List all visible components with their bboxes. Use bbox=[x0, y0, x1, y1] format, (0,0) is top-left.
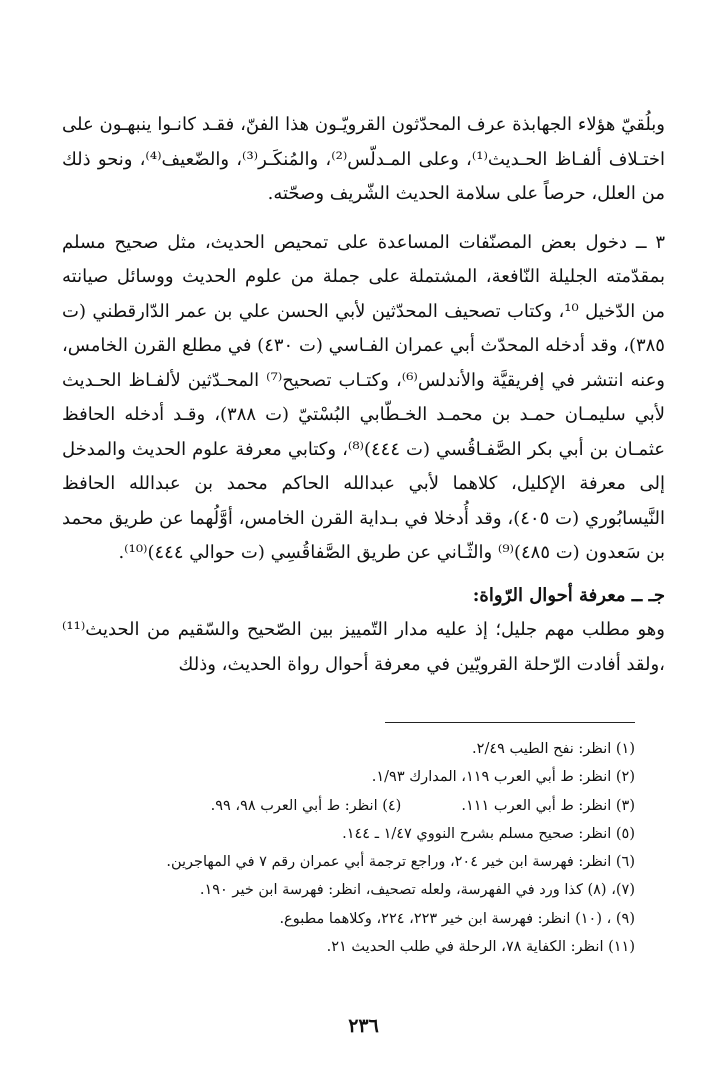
footnote-3-4 bbox=[92, 792, 635, 820]
footnote-6: (٦) انظر: فهرسة ابن خير ٢٠٤، وراجع ترجمة أبي عمران رقم ٧ في المهاجرين. bbox=[166, 854, 635, 871]
paragraph-3: وهو مطلب مهم جليل؛ إذ عليه مدار التّمييز بين الصّحيح والسّقيم من الحديث⁽¹¹⁾ ،ولقد أفادت الرّحلة القرويّين في معرفة أحوال رواة الحديث، وذلك bbox=[62, 619, 665, 675]
footnote-5: (٥) انظر: صحيح مسلم بشرح النووي ١/٤٧ ـ ١٤٤. bbox=[342, 825, 635, 842]
footnote-7-8: (٧)، (٨) كذا ورد في الفهرسة، ولعله تصحيف، انظر: فهرسة ابن خير ١٩٠. bbox=[199, 882, 635, 899]
main-text bbox=[62, 108, 665, 682]
footnote-4: (٤) انظر: ط أبي العرب ٩٨، ٩٩. bbox=[210, 797, 402, 814]
paragraph-2: ٣ ــ دخول بعض المصنّفات المساعدة على تمحيص الحديث، مثل صحيح مسلم بمقدّمته الجليلة النّافعة، المشتملة على جملة من علوم الحديث ووسائل صيانته من الدّخيل ¹⁰، وكتاب تصحيف المحدّثين لأبي الحسن علي بن عمر الدّارقطني (ت ٣٨٥)، وقد أدخله المحدّث أبي عمران الفـاسي (ت ٤٣٠) في مطلع القرن الخامس، وعنه انتشر في إفريقيَّة والأندلس⁽⁶⁾، وكتـاب تصحيح⁽⁷⁾ المحـدّثين لألفـاظ الحـديث لأبي سليمـان حمـد بن محمـد الخـطّابي البُسْتيّ (ت ٣٨٨)، وقـد أدخله الحافظ عثمـان بن أبي بكر الصَّفـاقُسي (ت ٤٤٤)⁽⁸⁾، وكتابي معرفة علوم الحديث والمدخل إلى معرفة الإكليل، كلاهما لأبي عبدالله الحاكم محمد بن عبدالله الحافظ النَّيسابُوري (ت ٤٠٥)، وقد أُدخلا في بـداية القرن الخامس، أوَّلُهما عن طريق محمد بن سَعدون (ت ٤٨٥)⁽⁹⁾ والثّـاني عن طريق الصَّفاقُسِي (ت حوالي ٤٤٤)⁽¹⁰⁾. bbox=[62, 231, 666, 563]
section-heading: جـ ــ معرفة أحوال الرّواة: bbox=[472, 584, 665, 606]
footnote-3: (٣) انظر: ط أبي العرب ١١١. bbox=[461, 797, 635, 814]
footnotes bbox=[92, 735, 635, 961]
footnote-9-10: (٩) ، (١٠) انظر: فهرسة ابن خير ٢٢٣، ٢٢٤، وكلاهما مطبوع. bbox=[279, 910, 635, 927]
footnote-11: (١١) انظر: الكفاية ٧٨، الرحلة في طلب الحديث ٢١. bbox=[326, 939, 635, 956]
footnote-1: (١) انظر: نفح الطيب ٢/٤٩. bbox=[472, 741, 635, 757]
paragraph-1: وبلُقيّ هؤلاء الجهابذة عرف المحدّثون القرويّـون هذا الفنّ، فقـد كانـوا ينبهـون على اختـلاف ألفـاظ الحـديث⁽¹⁾، وعلى المـدلّس⁽²⁾، والمُنكَـر⁽³⁾، والضّعيف⁽⁴⁾، ونحو ذلك من العلل، حرصاً على سلامة الحديث الشّريف وصحّته. bbox=[62, 114, 665, 204]
footnote-divider bbox=[385, 722, 635, 723]
footnote-2: (٢) انظر: ط أبي العرب ١١٩، المدارك ١/٩٣. bbox=[371, 769, 635, 786]
page-number: ٢٣٦ bbox=[348, 1015, 379, 1037]
